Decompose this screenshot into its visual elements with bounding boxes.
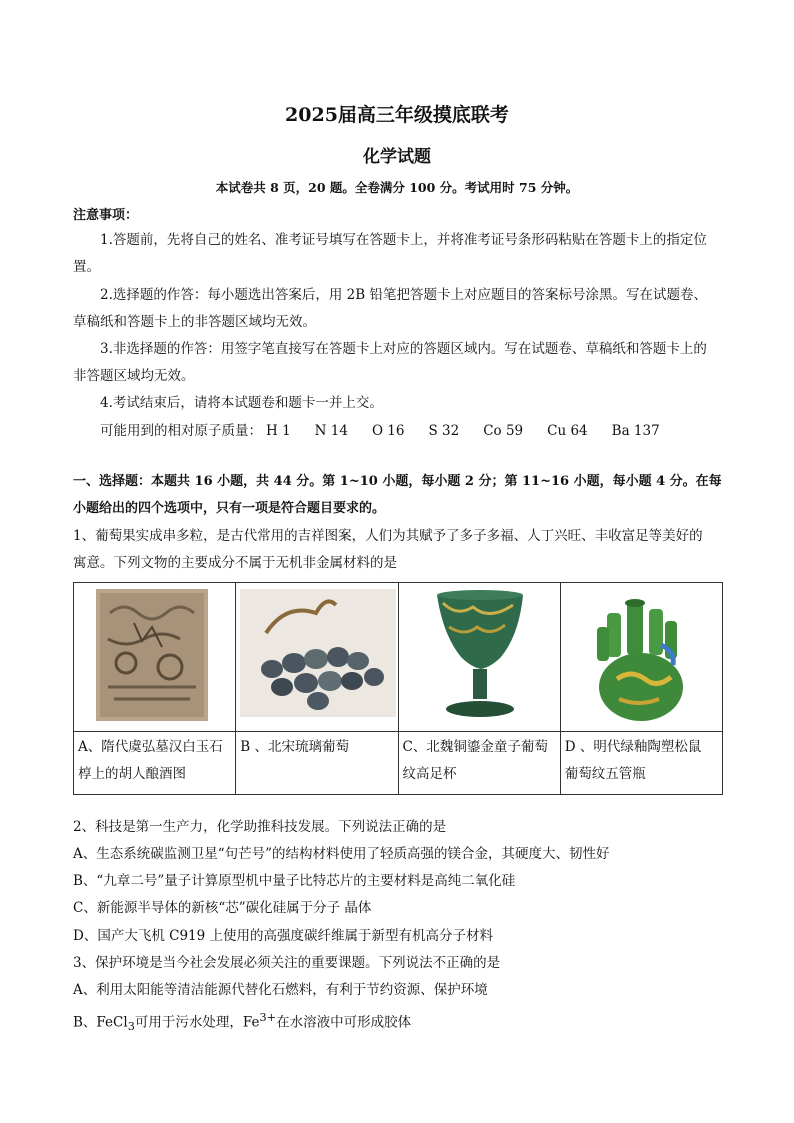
artifact-image-cell — [236, 583, 398, 732]
q3-b-text: 在水溶液中可形成胶体 — [276, 1014, 412, 1031]
exam-meta: 本试卷共 8 页，20 题。全卷满分 100 分。考试用时 75 分钟。 — [215, 180, 579, 195]
green-vase-image — [561, 583, 722, 731]
atomic-mass: H 1 — [266, 423, 291, 439]
q3-b-superscript: 3+ — [259, 1011, 277, 1024]
notice-line: 置。 — [73, 259, 100, 275]
option-c-caption — [398, 732, 560, 795]
option-caption-line: A、隋代虞弘墓汉白玉石 — [78, 739, 223, 755]
q2-stem: 2、科技是第一生产力，化学助推科技发展。下列说法正确的是 — [73, 819, 447, 835]
q2-option-d: D、国产大飞机 C919 上使用的高强度碳纤维属于新型有机高分子材料 — [73, 928, 494, 944]
q3-stem: 3、保护环境是当今社会发展必须关注的重要课题。下列说法不正确的是 — [73, 955, 501, 971]
atomic-mass: Cu 64 — [547, 423, 588, 439]
option-a-caption — [74, 732, 236, 795]
q3-option-a: A、利用太阳能等清洁能源代替化石燃料，有利于节约资源、保护环境 — [73, 982, 488, 998]
artifact-image-cell — [398, 583, 560, 732]
q3-b-text: 可用于污水处理，Fe — [134, 1014, 260, 1031]
q3-b-text: B、FeCl — [73, 1014, 128, 1031]
notice-line: 非答题区域均无效。 — [73, 368, 195, 384]
q1-stem: 1、葡萄果实成串多粒，是古代常用的吉祥图案，人们为其赋予了多子多福、人丁兴旺、丰收富足等美好的 — [73, 528, 703, 544]
notice-line: 草稿纸和答题卡上的非答题区域均无效。 — [73, 314, 316, 330]
atomic-mass-label: 可能用到的相对原子质量： — [100, 423, 262, 439]
subject-title: 化学试题 — [363, 147, 431, 167]
exam-title: 2025届高三年级摸底联考 — [285, 104, 509, 126]
atomic-mass: Ba 137 — [611, 423, 660, 439]
artifact-image-cell — [74, 583, 236, 732]
marble-relief-image — [74, 583, 235, 731]
artifact-table — [73, 582, 723, 795]
notice-line: 3.非选择题的作答：用签字笔直接写在答题卡上对应的答题区域内。写在试题卷、草稿纸和答题卡上的 — [100, 341, 707, 357]
q2-option-c: C、新能源半导体的新核“芯”碳化硅属于分子 晶体 — [73, 900, 372, 916]
q1-stem-cont: 寓意。下列文物的主要成分不属于无机非金属材料的是 — [73, 555, 397, 571]
q3-b-subscript: 3 — [127, 1020, 135, 1034]
section-heading: 一、选择题：本题共 16 小题，共 44 分。第 1~10 小题，每小题 2 分；第 11~16 小题，每小题 4 分。在每 — [73, 474, 722, 489]
atomic-mass: S 32 — [428, 423, 460, 439]
notice-line: 2.选择题的作答：每小题选出答案后，用 2B 铅笔把答题卡上对应题目的答案标号涂黑。写在试题卷、 — [100, 287, 707, 303]
glass-grapes-image — [236, 583, 397, 731]
option-caption-line: B 、北宋琉璃葡萄 — [240, 739, 349, 755]
option-caption-line: D 、明代绿釉陶塑松鼠 — [564, 739, 702, 755]
option-caption-line: 椁上的胡人酿酒图 — [78, 766, 186, 782]
q3-option-b — [73, 1004, 725, 1040]
notice-line: 4.考试结束后，请将本试题卷和题卡一并上交。 — [100, 395, 383, 411]
option-caption-line: 纹高足杯 — [402, 766, 457, 782]
q2-option-a: A、生态系统碳监测卫星“句芒号”的结构材料使用了轻质高强的镁合金，其硬度大、韧性好 — [73, 846, 610, 862]
atomic-mass: O 16 — [371, 423, 405, 439]
notice-heading: 注意事项： — [73, 208, 139, 223]
option-d-caption — [560, 732, 722, 795]
atomic-mass: N 14 — [314, 423, 348, 439]
artifact-image-cell — [560, 583, 722, 732]
option-caption-line: C、北魏铜鎏金童子葡萄 — [402, 739, 548, 755]
notice-line: 1.答题前，先将自己的姓名、准考证号填写在答题卡上，并将准考证号条形码粘贴在答题卡上的指定位 — [100, 232, 707, 248]
q2-option-b: B、“九章二号”量子计算原型机中量子比特芯片的主要材料是高纯二氧化硅 — [73, 873, 516, 889]
option-b-caption — [236, 732, 398, 795]
section-heading-cont: 小题给出的四个选项中，只有一项是符合题目要求的。 — [73, 501, 386, 516]
atomic-mass: Co 59 — [483, 423, 524, 439]
bronze-cup-image — [399, 583, 560, 731]
atomic-mass-line — [73, 418, 725, 445]
option-caption-line: 葡萄纹五管瓶 — [564, 766, 646, 782]
